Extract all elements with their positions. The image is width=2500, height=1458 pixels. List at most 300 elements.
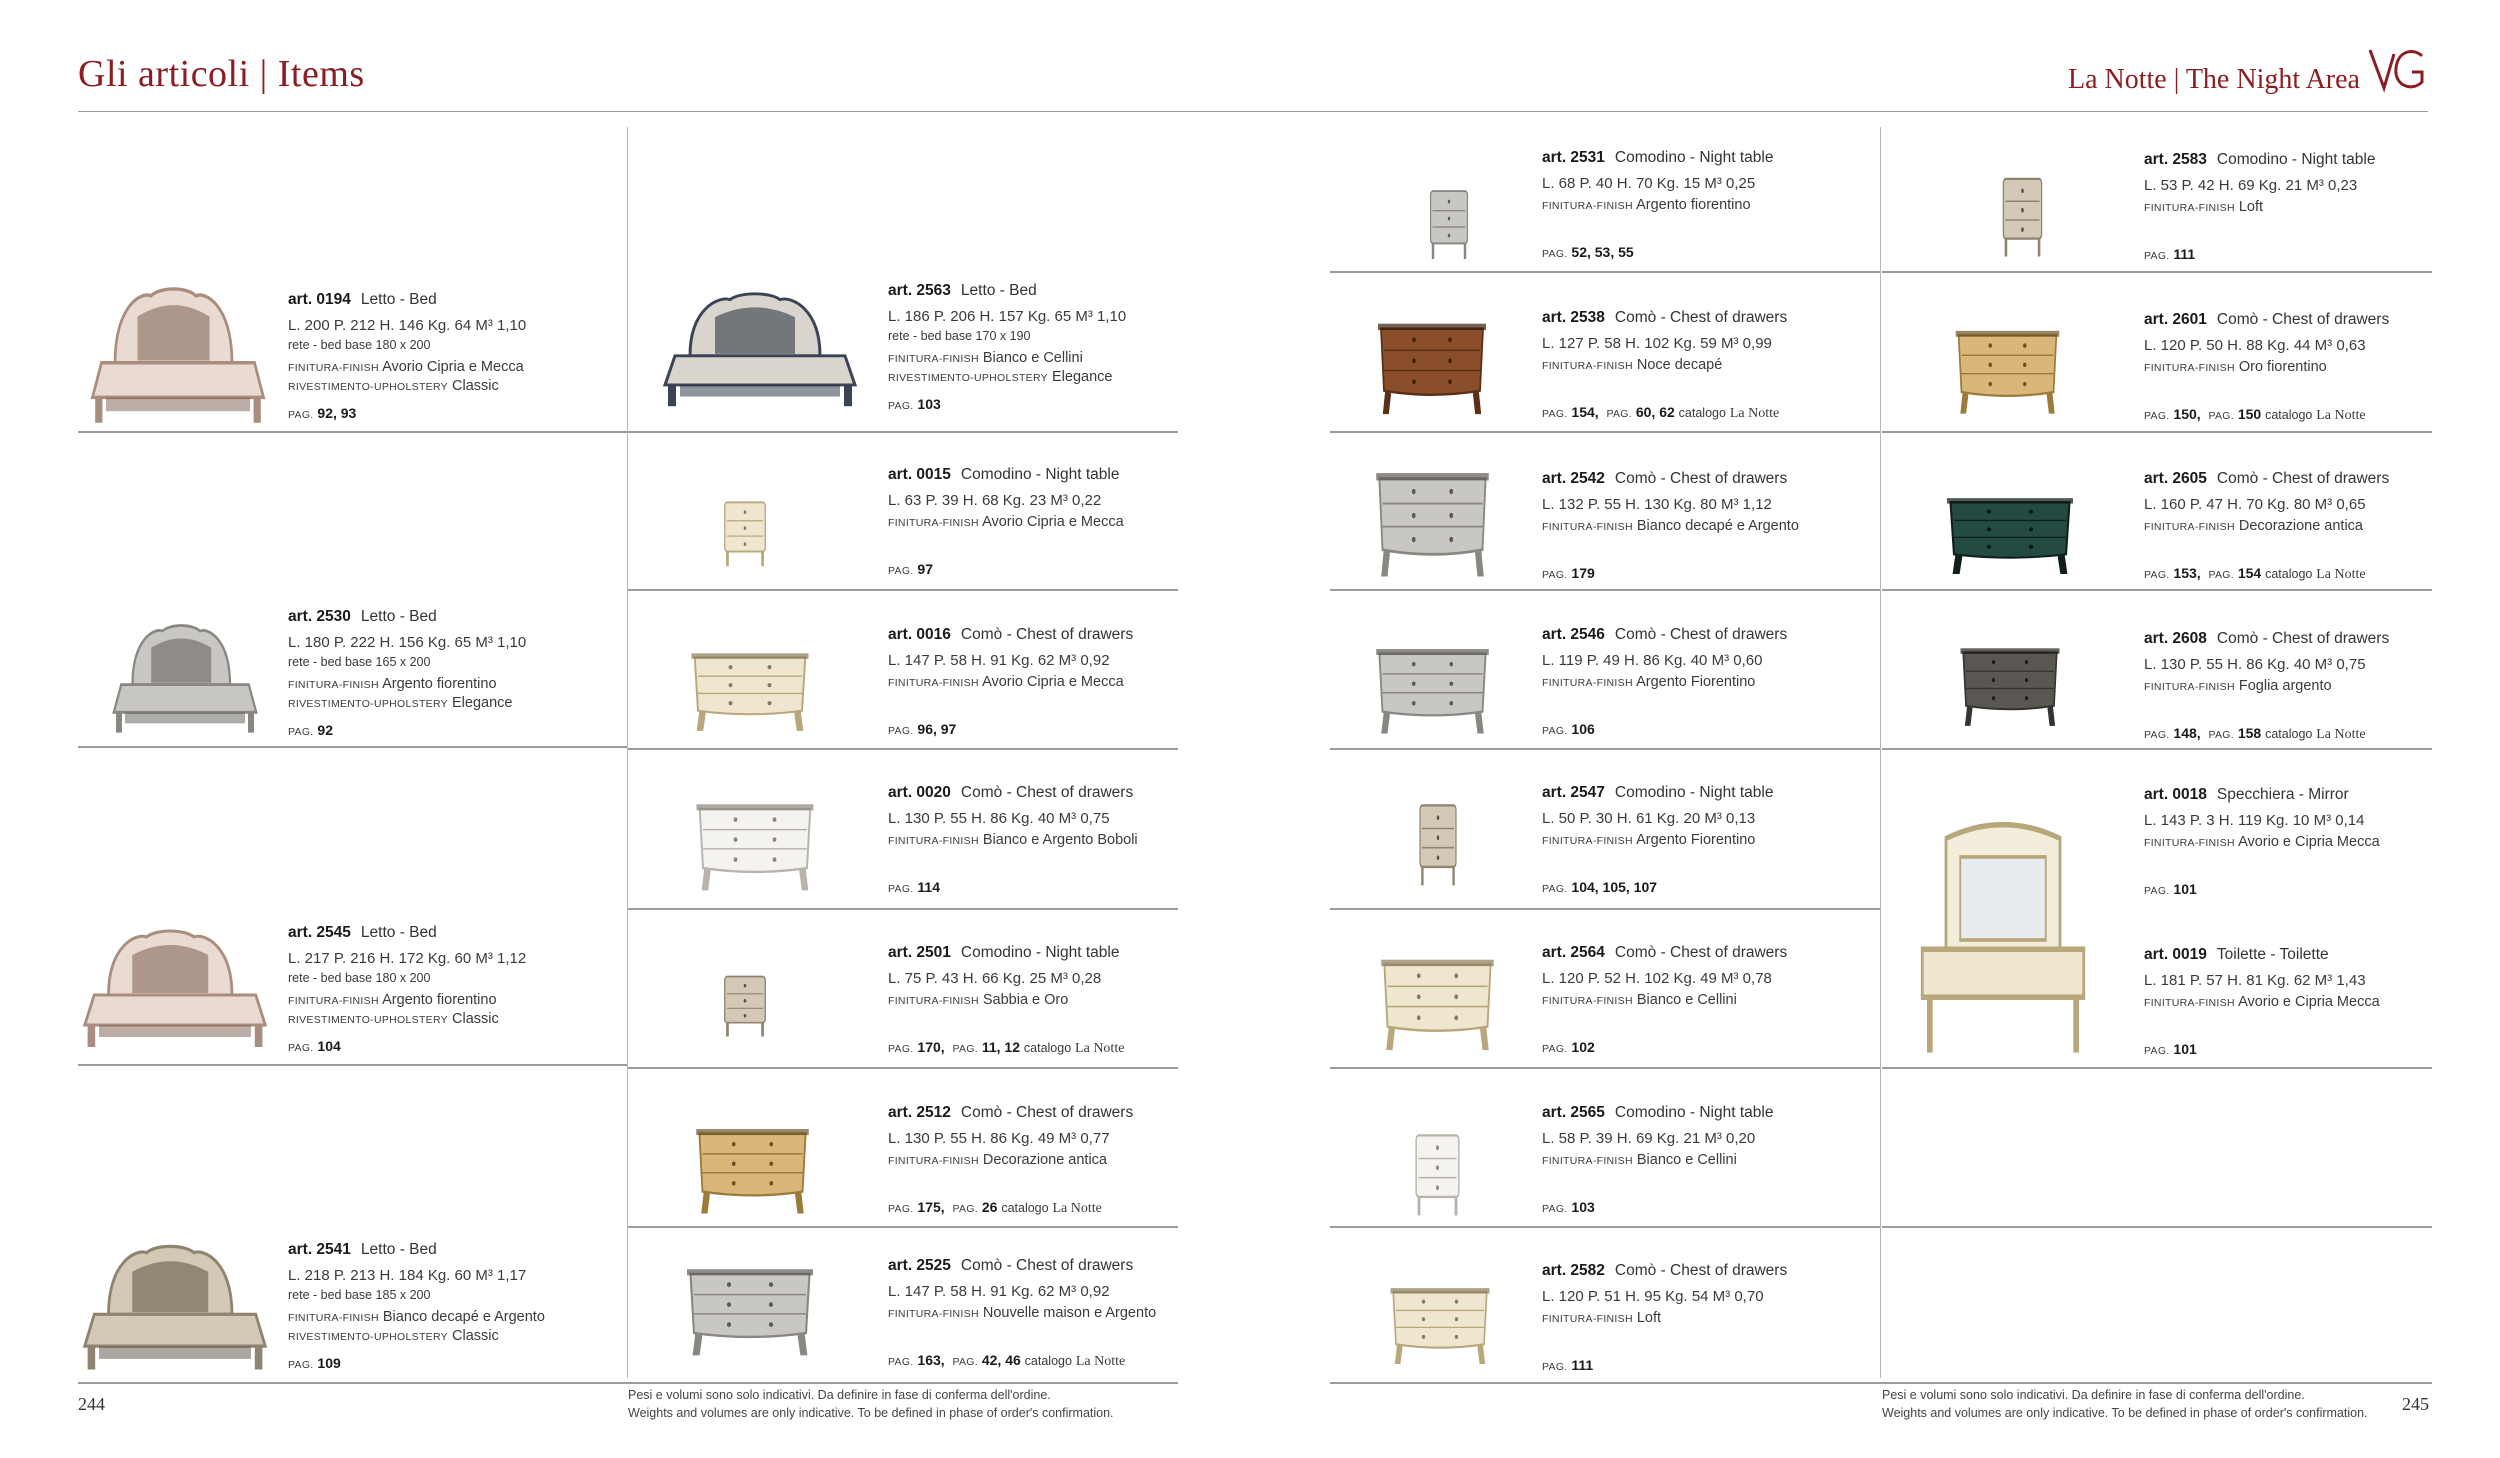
page-reference [888,395,1126,416]
finish-value: Decorazione antica [982,1152,1107,1168]
article-code: art. 2608 [2144,630,2207,647]
article-code: art. 2605 [2144,470,2207,487]
finish-label: FINITURA-FINISH [2144,202,2235,214]
finish-label: FINITURA-FINISH [288,1312,379,1324]
page-label: PAG. [2144,250,2170,262]
finish-label: FINITURA-FINISH [288,995,379,1007]
product-image [1398,790,1478,895]
finish-label: FINITURA-FINISH [2144,681,2235,693]
catalog-label: catalogo [2265,408,2313,422]
page-reference [888,560,1124,581]
product-entry [288,1237,545,1375]
page-ref: 114 [917,879,940,895]
row-divider [1330,1226,1880,1228]
finish-line [2144,198,2375,217]
page-reference [288,1037,526,1058]
product-entry [888,278,1126,416]
chest-icon [1385,1280,1495,1368]
upholstery-label: RIVESTIMENTO-UPHOLSTERY [288,698,448,710]
finish-line [2144,833,2380,852]
product-entry [888,940,1124,1059]
product-image [110,620,260,745]
page-reference [2144,245,2375,266]
product-title [888,780,1138,805]
product-dimensions: L. 130 P. 55 H. 86 Kg. 40 M³ 0,75 [888,810,1110,827]
page-ref: 170, [917,1039,945,1055]
column-divider [1880,127,1881,1378]
finish-label: FINITURA-FINISH [1542,360,1633,372]
page-label: PAG. [1542,1203,1568,1215]
finish-value: Bianco e Cellini [982,350,1083,366]
page-reference [888,1351,1156,1372]
product-entry [1542,940,1787,1059]
chest-icon [1950,322,2065,418]
page-ref: 175, [917,1199,945,1215]
page-ref: 104 [317,1038,341,1054]
article-code: art. 0020 [888,784,951,801]
article-code: art. 0019 [2144,946,2207,963]
upholstery-line [288,1010,526,1029]
product-image [660,288,860,419]
product-entry [2144,466,2389,585]
article-code: art. 2546 [1542,626,1605,643]
product-name: Comò - Chest of drawers [1614,1262,1788,1279]
product-entry [1542,780,1773,899]
chest-icon [680,1260,820,1360]
page-label: PAG. [2144,410,2170,422]
page-reference [288,404,526,425]
page-ref: 97 [917,561,933,577]
chest-icon [685,645,815,735]
product-image [80,925,270,1060]
article-code: art. 2582 [1542,1262,1605,1279]
page-reference [2144,880,2380,901]
page-label: PAG. [952,1203,978,1215]
page-label: PAG. [2144,885,2170,897]
row-divider [1330,748,1880,750]
row-divider [1330,271,1880,273]
finish-line [288,1308,545,1327]
finish-label: FINITURA-FINISH [1542,677,1633,689]
product-dimensions: L. 53 P. 42 H. 69 Kg. 21 M³ 0,23 [2144,177,2358,194]
finish-value: Nouvelle maison e Argento [982,1305,1157,1321]
row-divider [628,1226,1178,1228]
page-reference [2144,1040,2380,1061]
product-image [690,1120,815,1223]
product-name: Comodino - Night table [960,944,1120,961]
catalog-name: La Notte [1075,1041,1125,1056]
product-entry [888,1100,1133,1219]
page-label: PAG. [2144,569,2170,581]
page-ref: 179 [1571,565,1595,581]
finish-label: FINITURA-FINISH [888,1308,979,1320]
product-entry [288,287,526,425]
page-label: PAG. [2208,569,2234,581]
finish-value: Argento Fiorentino [1636,832,1756,848]
finish-value: Avorio Cipria e Mecca [982,514,1124,530]
chest-icon [1375,950,1500,1055]
finish-value: Avorio Cipria e Mecca [382,359,524,375]
row-divider [628,1067,1178,1069]
product-dimensions: L. 120 P. 52 H. 102 Kg. 49 M³ 0,78 [1542,970,1772,987]
footer-note-right [1882,1386,2368,1422]
product-title [288,604,526,629]
upholstery-label: RIVESTIMENTO-UPHOLSTERY [888,372,1048,384]
page-reference [2144,724,2389,745]
page-number-left: 244 [78,1394,105,1414]
finish-label: FINITURA-FINISH [2144,837,2235,849]
finish-line [888,831,1138,850]
product-name: Comò - Chest of drawers [960,784,1134,801]
article-code: art. 0194 [288,291,351,308]
page-reference [1542,564,1799,585]
product-dimensions: L. 120 P. 50 H. 88 Kg. 44 M³ 0,63 [2144,337,2366,354]
row-divider [1330,908,1880,910]
page-label: PAG. [288,409,314,421]
article-code: art. 2583 [2144,151,2207,168]
product-image [685,645,815,740]
page-ref: 96, 97 [917,721,957,737]
product-title [288,287,526,312]
bed-base-size: rete - bed base 185 x 200 [288,1288,431,1302]
row-divider [1330,1382,2432,1384]
finish-line [888,1151,1133,1170]
article-code: art. 2564 [1542,944,1605,961]
product-name: Letto - Bed [360,608,437,625]
page-label: PAG. [888,565,914,577]
article-code: art. 0018 [2144,786,2207,803]
article-code: art. 2512 [888,1104,951,1121]
product-title [2144,626,2389,651]
finish-label: FINITURA-FINISH [1542,1155,1633,1167]
product-title [888,462,1124,487]
finish-line [288,358,526,377]
row-divider [628,748,1178,750]
upholstery-value: Classic [452,378,499,394]
product-title [1542,1100,1773,1125]
finish-label: FINITURA-FINISH [888,995,979,1007]
page-reference [888,878,1138,899]
finish-value: Loft [1636,1310,1662,1326]
finish-line [2144,358,2389,377]
finish-label: FINITURA-FINISH [1542,200,1633,212]
product-image [1372,314,1492,424]
page-ref: 103 [917,396,941,412]
product-title [888,1253,1156,1278]
product-name: Letto - Bed [960,282,1037,299]
product-name: Comodino - Night table [960,466,1120,483]
finish-line [888,349,1126,368]
finish-label: FINITURA-FINISH [1542,1313,1633,1325]
finish-label: FINITURA-FINISH [888,1155,979,1167]
article-code: art. 0016 [888,626,951,643]
product-entry [1542,466,1799,585]
finish-value: Loft [2238,199,2264,215]
product-title [2144,942,2380,967]
upholstery-value: Classic [452,1011,499,1027]
chest-icon [1940,490,2080,578]
finish-line [2144,993,2380,1012]
row-divider [628,908,1178,910]
finish-line [1542,1309,1787,1328]
finish-value: Oro fiorentino [2238,359,2327,375]
page-label: PAG. [1542,1361,1568,1373]
product-entry [1542,305,1787,424]
page-label: PAG. [1606,408,1632,420]
finish-line [1542,673,1787,692]
product-dimensions: L. 119 P. 49 H. 86 Kg. 40 M³ 0,60 [1542,652,1763,669]
page-ref: 153, [2173,565,2201,581]
catalog-page-ref: 42, 46 [981,1352,1021,1368]
product-image [690,795,820,900]
finish-value: Avorio e Cipria Mecca [2238,834,2380,850]
footer-note-en: Weights and volumes are only indicative. To be defined in phase of order's confirmation. [1882,1406,2368,1420]
product-name: Comodino - Night table [1614,1104,1774,1121]
finish-label: FINITURA-FINISH [1542,835,1633,847]
product-dimensions: L. 75 P. 43 H. 66 Kg. 25 M³ 0,28 [888,970,1102,987]
product-title [2144,307,2389,332]
page-label: PAG. [1542,408,1568,420]
bed-icon [88,282,268,432]
page-reference [288,1354,545,1375]
product-title [888,622,1133,647]
upholstery-label: RIVESTIMENTO-UPHOLSTERY [288,1014,448,1026]
finish-line [1542,356,1787,375]
row-divider [78,1064,627,1066]
product-dimensions: L. 130 P. 55 H. 86 Kg. 49 M³ 0,77 [888,1130,1110,1147]
catalog-name: La Notte [2316,727,2366,742]
finish-line [288,675,526,694]
product-title [2144,782,2380,807]
product-title [888,1100,1133,1125]
page-label: PAG. [288,1042,314,1054]
page-ref: 154, [1571,404,1599,420]
footer-note-it: Pesi e volumi sono solo indicativi. Da definire in fase di conferma dell'ordine. [1882,1388,2305,1402]
product-image [1385,1280,1495,1373]
product-image [80,1240,270,1383]
article-code: art. 2501 [888,944,951,961]
product-image [1390,1120,1485,1225]
finish-line [1542,517,1799,536]
product-dimensions: L. 181 P. 57 H. 81 Kg. 62 M³ 1,43 [2144,972,2366,989]
finish-label: FINITURA-FINISH [288,362,379,374]
catalog-name: La Notte [2316,567,2366,582]
page-label: PAG. [888,725,914,737]
catalog-name: La Notte [1729,406,1780,421]
product-title [1542,940,1787,965]
row-divider [1330,589,1880,591]
catalog-page-ref: 26 [981,1199,998,1215]
catalog-label: catalogo [1024,1354,1072,1368]
finish-label: FINITURA-FINISH [888,677,979,689]
chest-icon [1370,640,1495,738]
product-name: Comò - Chest of drawers [1614,309,1788,326]
page-reference [888,1198,1133,1219]
finish-line [2144,677,2389,696]
product-title [288,1237,545,1262]
product-dimensions: L. 186 P. 206 H. 157 Kg. 65 M³ 1,10 [888,308,1127,325]
product-name: Comò - Chest of drawers [960,1257,1134,1274]
page-ref: 103 [1571,1199,1595,1215]
finish-label: FINITURA-FINISH [1542,995,1633,1007]
row-divider [1330,1067,1880,1069]
row-divider [1330,431,1880,433]
article-code: art. 2565 [1542,1104,1605,1121]
product-name: Comò - Chest of drawers [2216,470,2390,487]
page-reference [2144,405,2389,426]
product-image [1375,950,1500,1060]
row-divider [1882,1226,2432,1228]
catalog-label: catalogo [2265,567,2313,581]
page-label: PAG. [1542,248,1568,260]
page-ref: 92, 93 [317,405,357,421]
catalog-label: catalogo [1023,1041,1072,1055]
upholstery-line [288,377,526,396]
product-name: Comodino - Night table [1614,784,1774,801]
page-ref: 102 [1571,1039,1595,1055]
product-name: Comò - Chest of drawers [960,1104,1134,1121]
finish-value: Bianco e Cellini [1636,992,1737,1008]
product-name: Comò - Chest of drawers [1614,470,1788,487]
article-code: art. 2538 [1542,309,1605,326]
article-code: art. 0015 [888,466,951,483]
product-entry [1542,1100,1773,1219]
product-dimensions: L. 127 P. 58 H. 102 Kg. 59 M³ 0,99 [1542,335,1772,352]
product-title [1542,305,1787,330]
product-entry [1542,145,1773,264]
upholstery-value: Elegance [1052,369,1113,385]
row-divider [1882,1067,2432,1069]
chest-icon [690,1120,815,1218]
header-rule [78,111,2428,112]
page-reference [1542,720,1787,741]
chest-icon [690,795,820,895]
page-reference [1542,243,1773,264]
catalog-page-ref: 11, 12 [981,1039,1020,1055]
row-divider [628,589,1178,591]
page-ref: 52, 53, 55 [1571,244,1634,260]
finish-line [288,991,526,1010]
product-dimensions: L. 180 P. 222 H. 156 Kg. 65 M³ 1,10 [288,634,527,651]
page-reference [1542,1198,1773,1219]
finish-label: FINITURA-FINISH [888,835,979,847]
bed-base-size: rete - bed base 180 x 200 [288,971,431,985]
product-dimensions: L. 63 P. 39 H. 68 Kg. 23 M³ 0,22 [888,492,1102,509]
finish-line [2144,517,2389,536]
page-label: PAG. [952,1356,978,1368]
finish-label: FINITURA-FINISH [2144,362,2235,374]
night-table-icon [1390,1120,1485,1220]
page-reference [2144,564,2389,585]
product-dimensions: L. 143 P. 3 H. 119 Kg. 10 M³ 0,14 [2144,812,2365,829]
product-dimensions: L. 147 P. 58 H. 91 Kg. 62 M³ 0,92 [888,1283,1110,1300]
page-label: PAG. [1542,569,1568,581]
product-dimensions: L. 160 P. 47 H. 70 Kg. 80 M³ 0,65 [2144,496,2366,513]
product-image [1408,178,1490,268]
finish-line [1542,991,1787,1010]
bed-base-size: rete - bed base 180 x 200 [288,338,431,352]
article-code: art. 2531 [1542,149,1605,166]
row-divider [1882,748,2432,750]
column-divider [627,127,628,1378]
page-reference [1542,1356,1787,1377]
page-ref: 101 [2173,1041,2197,1057]
night-table-icon [1980,164,2065,261]
page-label: PAG. [1542,1043,1568,1055]
product-title [2144,147,2375,172]
article-code: art. 2542 [1542,470,1605,487]
footer-note-left [628,1386,1114,1422]
product-title [288,920,526,945]
page-title-right: La Notte | The Night Area [2067,64,2360,95]
finish-label: FINITURA-FINISH [888,517,979,529]
row-divider [628,431,1178,433]
product-name: Letto - Bed [360,291,437,308]
finish-value: Foglia argento [2238,678,2332,694]
finish-label: FINITURA-FINISH [1542,521,1633,533]
product-name: Comò - Chest of drawers [960,626,1134,643]
product-title [1542,145,1773,170]
catalog-page-ref: 60, 62 [1635,404,1675,420]
page-label: PAG. [288,1359,314,1371]
finish-value: Bianco e Cellini [1636,1152,1737,1168]
article-code: art. 2525 [888,1257,951,1274]
page-reference [888,720,1133,741]
product-dimensions: L. 120 P. 51 H. 95 Kg. 54 M³ 0,70 [1542,1288,1764,1305]
product-dimensions: L. 58 P. 39 H. 69 Kg. 21 M³ 0,20 [1542,1130,1756,1147]
finish-value: Avorio Cipria e Mecca [982,674,1124,690]
page-title-left: Gli articoli | Items [78,53,365,95]
bed-icon [110,620,260,740]
finish-value: Noce decapé [1636,357,1723,373]
finish-value: Argento fiorentino [382,992,497,1008]
product-name: Letto - Bed [360,1241,437,1258]
night-table-icon [700,490,790,570]
product-entry [288,920,526,1058]
product-entry [888,1253,1156,1372]
product-name: Letto - Bed [360,924,437,941]
product-entry [2144,626,2389,745]
product-dimensions: L. 132 P. 55 H. 130 Kg. 80 M³ 1,12 [1542,496,1772,513]
product-image [1908,820,2098,1065]
upholstery-value: Classic [452,1328,499,1344]
product-image [680,1260,820,1365]
product-entry [888,462,1124,581]
row-divider [78,746,627,748]
finish-value: Argento Fiorentino [1636,674,1756,690]
product-title [2144,466,2389,491]
page-ref: 148, [2173,725,2201,741]
chest-icon [1370,462,1495,582]
page-ref: 111 [2173,246,2196,262]
finish-label: FINITURA-FINISH [888,353,979,365]
page-number-right: 245 [2402,1394,2429,1414]
product-name: Comò - Chest of drawers [1614,944,1788,961]
night-table-icon [700,965,790,1040]
product-dimensions: L. 218 P. 213 H. 184 Kg. 60 M³ 1,17 [288,1267,527,1284]
finish-line [888,673,1133,692]
product-entry [1542,622,1787,741]
product-image [1370,462,1495,587]
upholstery-label: RIVESTIMENTO-UPHOLSTERY [288,381,448,393]
finish-label: FINITURA-FINISH [288,679,379,691]
bed-base-size: rete - bed base 165 x 200 [288,655,431,669]
product-name: Comodino - Night table [1614,149,1774,166]
page-ref: 92 [317,722,333,738]
page-ref: 104, 105, 107 [1571,879,1658,895]
page-reference [888,1038,1124,1059]
vanity-icon [1908,820,2098,1060]
